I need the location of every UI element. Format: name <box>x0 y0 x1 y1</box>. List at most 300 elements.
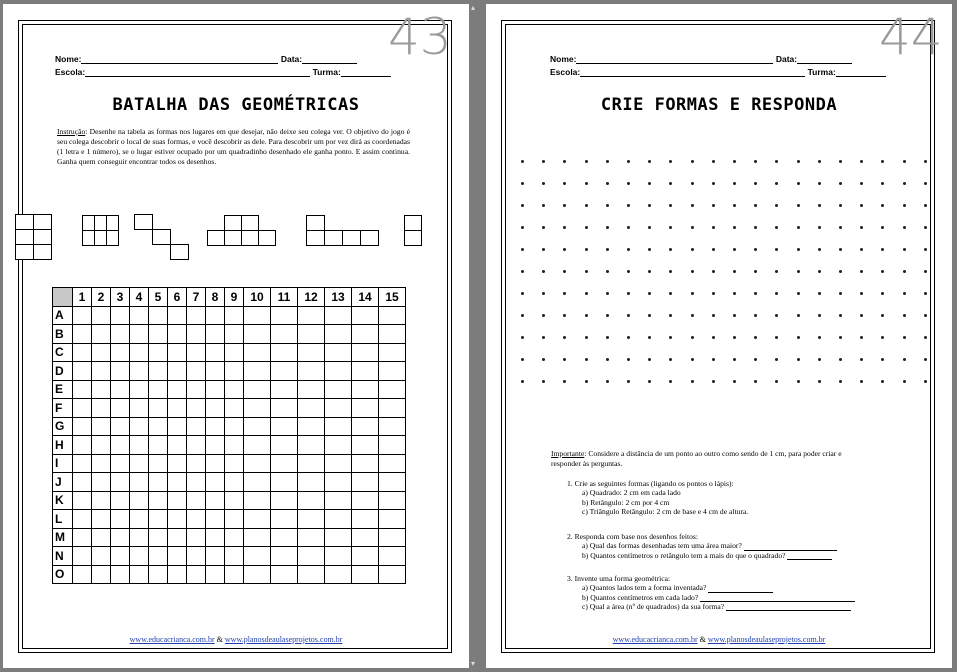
grid-cell[interactable] <box>92 436 111 455</box>
grid-cell[interactable] <box>168 473 187 492</box>
grid-cell[interactable] <box>187 473 206 492</box>
grid-cell[interactable] <box>187 436 206 455</box>
grid-cell[interactable] <box>379 325 406 344</box>
grid-dot <box>881 314 884 317</box>
grid-cell[interactable] <box>187 343 206 362</box>
grid-cell[interactable] <box>168 362 187 381</box>
grid-cell[interactable] <box>225 491 244 510</box>
grid-cell[interactable] <box>111 473 130 492</box>
grid-cell[interactable] <box>206 399 225 418</box>
grid-cell[interactable] <box>206 510 225 529</box>
grid-cell[interactable] <box>187 325 206 344</box>
grid-cell[interactable] <box>271 325 298 344</box>
grid-cell[interactable] <box>73 565 92 584</box>
grid-cell[interactable] <box>73 362 92 381</box>
grid-cell[interactable] <box>92 510 111 529</box>
grid-cell[interactable] <box>206 325 225 344</box>
grid-cell[interactable] <box>352 362 379 381</box>
grid-cell[interactable] <box>244 510 271 529</box>
grid-dot <box>606 358 609 361</box>
grid-cell[interactable] <box>379 491 406 510</box>
grid-cell[interactable] <box>149 436 168 455</box>
grid-cell[interactable] <box>244 528 271 547</box>
grid-cell[interactable] <box>168 565 187 584</box>
grid-cell[interactable] <box>379 547 406 566</box>
grid-cell[interactable] <box>271 565 298 584</box>
school-class-line <box>550 67 886 77</box>
grid-cell[interactable] <box>298 380 325 399</box>
question-3: 3. Invente uma forma geométrica: <box>567 574 671 583</box>
grid-dot <box>903 160 906 163</box>
grid-cell[interactable] <box>206 547 225 566</box>
footer-separator: & <box>214 635 225 644</box>
grid-cell[interactable] <box>73 325 92 344</box>
grid-cell[interactable] <box>130 343 149 362</box>
grid-cell[interactable] <box>168 306 187 325</box>
grid-cell[interactable] <box>168 380 187 399</box>
grid-dot <box>818 358 821 361</box>
question-3a: a) Quantos lados tem a forma inventada? <box>582 583 709 593</box>
grid-cell[interactable] <box>130 325 149 344</box>
grid-cell[interactable] <box>111 306 130 325</box>
grid-dot <box>712 160 715 163</box>
grid-cell[interactable] <box>325 436 352 455</box>
grid-cell[interactable] <box>206 565 225 584</box>
grid-cell[interactable] <box>244 436 271 455</box>
grid-row-label: I <box>53 454 73 473</box>
grid-cell[interactable] <box>187 306 206 325</box>
grid-cell[interactable] <box>352 510 379 529</box>
grid-cell[interactable] <box>92 343 111 362</box>
grid-dot <box>627 314 630 317</box>
grid-cell[interactable] <box>298 306 325 325</box>
grid-cell[interactable] <box>225 510 244 529</box>
grid-cell[interactable] <box>92 362 111 381</box>
grid-cell[interactable] <box>92 547 111 566</box>
grid-corner-cell <box>53 288 73 307</box>
grid-cell[interactable] <box>149 491 168 510</box>
grid-cell[interactable] <box>206 454 225 473</box>
grid-cell[interactable] <box>298 547 325 566</box>
grid-cell[interactable] <box>111 399 130 418</box>
grid-dot <box>542 336 545 339</box>
grid-cell[interactable] <box>271 306 298 325</box>
grid-cell[interactable] <box>149 399 168 418</box>
grid-cell[interactable] <box>352 380 379 399</box>
grid-cell[interactable] <box>73 528 92 547</box>
grid-dot <box>860 204 863 207</box>
grid-cell[interactable] <box>298 528 325 547</box>
grid-cell[interactable] <box>244 325 271 344</box>
dot-grid <box>516 154 936 404</box>
grid-cell[interactable] <box>130 380 149 399</box>
grid-dot <box>839 380 842 383</box>
grid-cell[interactable] <box>92 473 111 492</box>
grid-dot <box>521 270 524 273</box>
grid-cell[interactable] <box>352 399 379 418</box>
grid-dot <box>712 380 715 383</box>
grid-cell[interactable] <box>168 325 187 344</box>
grid-dot <box>903 380 906 383</box>
grid-cell[interactable] <box>271 380 298 399</box>
grid-cell[interactable] <box>352 417 379 436</box>
grid-cell[interactable] <box>352 436 379 455</box>
grid-cell[interactable] <box>149 528 168 547</box>
grid-cell[interactable] <box>92 417 111 436</box>
grid-cell[interactable] <box>379 343 406 362</box>
escola-label: Escola: <box>550 67 581 77</box>
grid-cell[interactable] <box>187 380 206 399</box>
grid-cell[interactable] <box>298 454 325 473</box>
grid-cell[interactable] <box>325 454 352 473</box>
grid-column-header: 10 <box>244 288 271 307</box>
grid-cell[interactable] <box>298 417 325 436</box>
grid-cell[interactable] <box>352 547 379 566</box>
grid-cell[interactable] <box>244 362 271 381</box>
grid-dot <box>691 160 694 163</box>
footer-link-planos[interactable]: www.planosdeaulaseprojetos.com.br <box>707 635 826 644</box>
grid-cell[interactable] <box>379 380 406 399</box>
grid-cell[interactable] <box>111 343 130 362</box>
grid-cell[interactable] <box>130 491 149 510</box>
grid-cell[interactable] <box>73 491 92 510</box>
grid-cell[interactable] <box>111 565 130 584</box>
grid-column-header: 9 <box>225 288 244 307</box>
grid-cell[interactable] <box>379 454 406 473</box>
grid-dot <box>606 380 609 383</box>
page-number: 44 <box>879 8 943 66</box>
grid-cell[interactable] <box>298 343 325 362</box>
grid-cell[interactable] <box>130 399 149 418</box>
grid-cell[interactable] <box>225 399 244 418</box>
grid-cell[interactable] <box>187 491 206 510</box>
grid-cell[interactable] <box>111 491 130 510</box>
grid-cell[interactable] <box>298 362 325 381</box>
grid-cell[interactable] <box>92 565 111 584</box>
grid-cell[interactable] <box>168 510 187 529</box>
grid-cell[interactable] <box>325 547 352 566</box>
grid-cell[interactable] <box>225 380 244 399</box>
grid-cell[interactable] <box>111 380 130 399</box>
grid-cell[interactable] <box>130 362 149 381</box>
grid-cell[interactable] <box>244 491 271 510</box>
grid-cell[interactable] <box>225 528 244 547</box>
grid-cell[interactable] <box>379 399 406 418</box>
grid-cell[interactable] <box>73 380 92 399</box>
grid-cell[interactable] <box>225 417 244 436</box>
grid-cell[interactable] <box>73 454 92 473</box>
grid-cell[interactable] <box>225 325 244 344</box>
grid-cell[interactable] <box>325 528 352 547</box>
grid-cell[interactable] <box>206 306 225 325</box>
grid-cell[interactable] <box>225 473 244 492</box>
grid-cell[interactable] <box>73 473 92 492</box>
grid-cell[interactable] <box>130 510 149 529</box>
grid-cell[interactable] <box>187 565 206 584</box>
grid-cell[interactable] <box>244 454 271 473</box>
grid-cell[interactable] <box>130 417 149 436</box>
grid-cell[interactable] <box>130 306 149 325</box>
grid-cell[interactable] <box>244 343 271 362</box>
grid-cell[interactable] <box>325 306 352 325</box>
grid-dot <box>563 314 566 317</box>
grid-cell[interactable] <box>187 528 206 547</box>
grid-dot <box>775 160 778 163</box>
grid-cell[interactable] <box>149 343 168 362</box>
grid-cell[interactable] <box>225 343 244 362</box>
instruction-label: Instrução <box>57 127 86 136</box>
grid-cell[interactable] <box>92 306 111 325</box>
grid-cell[interactable] <box>325 510 352 529</box>
question-3a-row <box>567 583 855 592</box>
answer-blank[interactable] <box>726 603 851 611</box>
grid-cell[interactable] <box>352 325 379 344</box>
grid-cell[interactable] <box>206 380 225 399</box>
grid-cell[interactable] <box>206 473 225 492</box>
grid-row-label: F <box>53 399 73 418</box>
grid-cell[interactable] <box>298 491 325 510</box>
scroll-up-icon[interactable]: ▴ <box>471 3 476 12</box>
grid-cell[interactable] <box>73 343 92 362</box>
grid-dot <box>860 226 863 229</box>
grid-cell[interactable] <box>130 473 149 492</box>
grid-cell[interactable] <box>225 362 244 381</box>
grid-cell[interactable] <box>379 473 406 492</box>
question-1a: a) Quadrado: 2 cm em cada lado <box>582 488 681 498</box>
grid-dot <box>881 204 884 207</box>
grid-cell[interactable] <box>111 454 130 473</box>
grid-cell[interactable] <box>168 547 187 566</box>
grid-dot <box>754 204 757 207</box>
grid-cell[interactable] <box>92 528 111 547</box>
grid-cell[interactable] <box>92 399 111 418</box>
grid-cell[interactable] <box>149 510 168 529</box>
grid-cell[interactable] <box>352 343 379 362</box>
grid-cell[interactable] <box>130 528 149 547</box>
grid-cell[interactable] <box>298 436 325 455</box>
grid-dot <box>712 248 715 251</box>
grid-cell[interactable] <box>168 417 187 436</box>
footer-link-educacrianca[interactable]: www.educacrianca.com.br <box>129 635 215 644</box>
grid-dot <box>775 204 778 207</box>
grid-cell[interactable] <box>225 306 244 325</box>
grid-cell[interactable] <box>325 343 352 362</box>
grid-cell[interactable] <box>111 528 130 547</box>
answer-blank[interactable] <box>787 552 832 560</box>
grid-cell[interactable] <box>168 491 187 510</box>
grid-cell[interactable] <box>73 510 92 529</box>
footer-link-planos[interactable]: www.planosdeaulaseprojetos.com.br <box>224 635 343 644</box>
grid-cell[interactable] <box>187 454 206 473</box>
grid-cell[interactable] <box>206 528 225 547</box>
grid-cell[interactable] <box>111 436 130 455</box>
grid-cell[interactable] <box>149 380 168 399</box>
grid-row-label: J <box>53 473 73 492</box>
grid-cell[interactable] <box>352 473 379 492</box>
grid-dot <box>627 226 630 229</box>
grid-dot <box>903 358 906 361</box>
grid-cell[interactable] <box>352 454 379 473</box>
grid-cell[interactable] <box>130 547 149 566</box>
grid-cell[interactable] <box>206 491 225 510</box>
grid-cell[interactable] <box>379 362 406 381</box>
scroll-down-icon[interactable]: ▾ <box>471 659 476 668</box>
answer-blank[interactable] <box>744 543 837 551</box>
footer-links <box>3 635 469 644</box>
grid-cell[interactable] <box>271 473 298 492</box>
grid-cell[interactable] <box>244 473 271 492</box>
grid-cell[interactable] <box>271 491 298 510</box>
grid-dot <box>712 292 715 295</box>
grid-cell[interactable] <box>149 362 168 381</box>
grid-cell[interactable] <box>73 306 92 325</box>
grid-cell[interactable] <box>73 547 92 566</box>
grid-cell[interactable] <box>73 417 92 436</box>
grid-dot <box>669 314 672 317</box>
grid-cell[interactable] <box>187 510 206 529</box>
footer-link-educacrianca[interactable]: www.educacrianca.com.br <box>612 635 698 644</box>
grid-cell[interactable] <box>111 362 130 381</box>
grid-cell[interactable] <box>225 454 244 473</box>
grid-dot <box>775 314 778 317</box>
grid-cell[interactable] <box>168 399 187 418</box>
grid-cell[interactable] <box>244 399 271 418</box>
grid-dot <box>924 226 927 229</box>
grid-cell[interactable] <box>206 362 225 381</box>
grid-cell[interactable] <box>271 417 298 436</box>
grid-cell[interactable] <box>187 547 206 566</box>
grid-cell[interactable] <box>130 436 149 455</box>
grid-dot <box>924 314 927 317</box>
grid-cell[interactable] <box>352 528 379 547</box>
grid-cell[interactable] <box>225 547 244 566</box>
grid-cell[interactable] <box>111 510 130 529</box>
grid-cell[interactable] <box>244 380 271 399</box>
grid-cell[interactable] <box>73 436 92 455</box>
grid-cell[interactable] <box>206 436 225 455</box>
grid-cell[interactable] <box>352 565 379 584</box>
grid-cell[interactable] <box>325 380 352 399</box>
grid-cell[interactable] <box>244 417 271 436</box>
grid-column-header: 12 <box>298 288 325 307</box>
grid-cell[interactable] <box>149 454 168 473</box>
grid-cell[interactable] <box>325 417 352 436</box>
grid-cell[interactable] <box>225 565 244 584</box>
grid-dot <box>669 248 672 251</box>
grid-cell[interactable] <box>271 436 298 455</box>
grid-cell[interactable] <box>244 547 271 566</box>
grid-column-header: 13 <box>325 288 352 307</box>
grid-cell[interactable] <box>298 399 325 418</box>
grid-cell[interactable] <box>298 325 325 344</box>
grid-dot <box>542 270 545 273</box>
grid-cell[interactable] <box>298 510 325 529</box>
grid-cell[interactable] <box>130 454 149 473</box>
grid-dot <box>691 336 694 339</box>
grid-cell[interactable] <box>325 491 352 510</box>
grid-cell[interactable] <box>271 362 298 381</box>
grid-dot <box>881 292 884 295</box>
grid-cell[interactable] <box>225 436 244 455</box>
grid-dot <box>860 336 863 339</box>
grid-cell[interactable] <box>379 436 406 455</box>
grid-cell[interactable] <box>325 473 352 492</box>
grid-cell[interactable] <box>92 380 111 399</box>
grid-cell[interactable] <box>271 399 298 418</box>
grid-cell[interactable] <box>149 306 168 325</box>
grid-cell[interactable] <box>379 510 406 529</box>
grid-cell[interactable] <box>92 325 111 344</box>
grid-cell[interactable] <box>168 436 187 455</box>
grid-dot <box>818 336 821 339</box>
grid-cell[interactable] <box>325 362 352 381</box>
grid-cell[interactable] <box>325 325 352 344</box>
grid-dot <box>881 226 884 229</box>
grid-cell[interactable] <box>168 343 187 362</box>
grid-cell[interactable] <box>130 565 149 584</box>
grid-column-header: 6 <box>168 288 187 307</box>
grid-cell[interactable] <box>149 565 168 584</box>
grid-dot <box>648 358 651 361</box>
grid-row <box>53 491 406 510</box>
question-1b: b) Retângulo: 2 cm por 4 cm <box>582 497 670 507</box>
grid-cell[interactable] <box>244 565 271 584</box>
grid-cell[interactable] <box>271 454 298 473</box>
grid-cell[interactable] <box>298 565 325 584</box>
grid-cell[interactable] <box>206 343 225 362</box>
grid-dot <box>691 204 694 207</box>
grid-cell[interactable] <box>244 306 271 325</box>
grid-cell[interactable] <box>92 454 111 473</box>
grid-dot <box>648 270 651 273</box>
grid-cell[interactable] <box>168 454 187 473</box>
grid-cell[interactable] <box>149 473 168 492</box>
grid-cell[interactable] <box>149 417 168 436</box>
grid-cell[interactable] <box>168 528 187 547</box>
grid-dot <box>754 292 757 295</box>
grid-cell[interactable] <box>271 510 298 529</box>
grid-cell[interactable] <box>206 417 225 436</box>
grid-dot <box>712 270 715 273</box>
grid-cell[interactable] <box>111 547 130 566</box>
grid-cell[interactable] <box>271 528 298 547</box>
grid-row-label: G <box>53 417 73 436</box>
grid-cell[interactable] <box>379 528 406 547</box>
grid-cell[interactable] <box>325 565 352 584</box>
grid-cell[interactable] <box>325 399 352 418</box>
grid-cell[interactable] <box>352 491 379 510</box>
answer-blank[interactable] <box>700 594 855 602</box>
answer-blank[interactable] <box>708 585 773 593</box>
grid-cell[interactable] <box>149 325 168 344</box>
grid-dot <box>818 160 821 163</box>
grid-cell[interactable] <box>271 343 298 362</box>
grid-cell[interactable] <box>73 399 92 418</box>
grid-cell[interactable] <box>271 547 298 566</box>
grid-cell[interactable] <box>379 306 406 325</box>
grid-cell[interactable] <box>111 325 130 344</box>
grid-cell[interactable] <box>187 362 206 381</box>
grid-cell[interactable] <box>92 491 111 510</box>
grid-cell[interactable] <box>379 565 406 584</box>
grid-cell[interactable] <box>298 473 325 492</box>
grid-cell[interactable] <box>111 417 130 436</box>
grid-cell[interactable] <box>379 417 406 436</box>
grid-cell[interactable] <box>352 306 379 325</box>
grid-cell[interactable] <box>187 399 206 418</box>
grid-cell[interactable] <box>149 547 168 566</box>
grid-cell[interactable] <box>187 417 206 436</box>
